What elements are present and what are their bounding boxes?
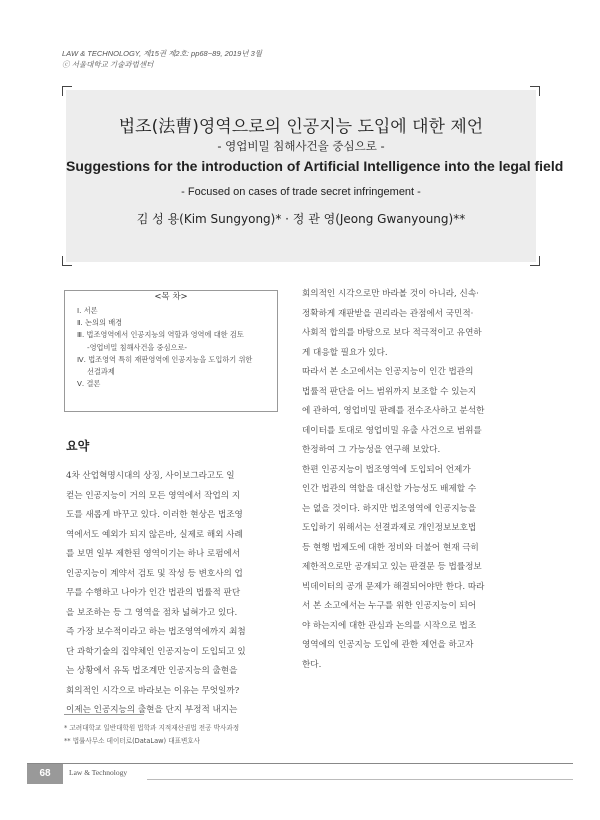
abstract-line: 한다. bbox=[302, 659, 322, 670]
abstract-line: 는 상황에서 유독 법조계만 인공지능의 출현을 bbox=[66, 666, 238, 676]
abstract-line: 에 관하여, 영업비밀 판례를 전수조사하고 분석한 bbox=[302, 406, 485, 416]
korean-subtitle: - 영업비밀 침해사건을 중심으로 - bbox=[217, 139, 385, 153]
toc-list bbox=[77, 305, 252, 390]
abstract-line: 빅데이터의 공개 문제가 해결되어야만 한다. 따라 bbox=[302, 581, 485, 592]
authors: 김 성 용(Kim Sungyong)* · 정 관 영(Jeong Gwanyoung)** bbox=[136, 212, 466, 226]
corner-mark bbox=[62, 86, 72, 96]
abstract-line: 이제는 인공지능의 출현을 단지 부정적 내지는 bbox=[66, 705, 238, 715]
abstract-line: 무를 수행하고 나아가 인간 법관의 법률적 판단 bbox=[66, 588, 241, 598]
corner-mark bbox=[530, 86, 540, 96]
toc-item: -영업비밀 침해사건을 중심으로- bbox=[87, 342, 188, 352]
toc-item: 선결과제 bbox=[87, 367, 115, 377]
toc-item: Ⅰ. 서론 bbox=[77, 306, 98, 315]
abstract-line: 는 없을 것이다. 하지만 법조영역에 인공지능을 bbox=[302, 503, 477, 514]
journal-citation: LAW & TECHNOLOGY, 제15권 제2호: pp68~89, 2019년 3월 bbox=[62, 49, 263, 58]
footnote-1: * 고려대학교 일반대학원 법학과 지적재산권법 전공 박사과정 bbox=[64, 724, 240, 732]
abstract-line: 을 보조하는 등 그 영역을 점차 넓혀가고 있다. bbox=[66, 607, 238, 618]
corner-mark bbox=[530, 256, 540, 266]
abstract-line: 영역에의 인공지능 도입에 관한 제언을 하고자 bbox=[302, 640, 474, 650]
toc-item: Ⅴ. 결론 bbox=[77, 379, 101, 389]
abstract-line: 데이터를 토대로 영업비밀 유출 사건으로 범위를 bbox=[302, 425, 482, 436]
abstract-line: 단 과학기술의 집약체인 인공지능이 도입되고 있 bbox=[66, 646, 246, 657]
abstract-line: 한정하여 그 가능성을 연구해 보았다. bbox=[302, 445, 441, 455]
corner-mark bbox=[62, 256, 72, 266]
abstract-line: 등 현행 법제도에 대한 정비와 더불어 현재 극히 bbox=[302, 542, 479, 553]
abstract-line: 인간 법관의 역할을 대신할 가능성도 배제할 수 bbox=[302, 484, 477, 494]
abstract-line: 제한적으로만 공개되고 있는 판결문 등 법률정보 bbox=[302, 562, 482, 572]
abstract-line: 를 보면 일부 제한된 영역이기는 하나 로펌에서 bbox=[66, 549, 241, 559]
korean-title: 법조(法曹)영역으로의 인공지능 도입에 대한 제언 bbox=[118, 117, 484, 137]
abstract-line: 인공지능이 계약서 검토 및 작성 등 변호사의 업 bbox=[66, 568, 243, 579]
abstract-heading: 요약 bbox=[66, 439, 90, 453]
abstract-line: 서 본 소고에서는 누구를 위한 인공지능이 되어 bbox=[302, 601, 477, 611]
toc-item: Ⅱ. 논의의 배경 bbox=[77, 318, 123, 328]
footnote-rule bbox=[64, 714, 144, 715]
toc-title: <목 차> bbox=[148, 292, 193, 302]
footer-journal: Law & Technology bbox=[69, 768, 128, 777]
abstract-line: 역에서도 예외가 되지 않은바, 실제로 해외 사례 bbox=[66, 529, 243, 540]
page-number: 68 bbox=[27, 764, 63, 784]
table-of-contents bbox=[64, 290, 278, 412]
abstract-line: 도입하기 위해서는 선결과제로 개인정보보호법 bbox=[302, 523, 477, 533]
abstract-line: 법률적 판단을 어느 범위까지 보조할 수 있는지 bbox=[302, 386, 477, 397]
page-footer bbox=[27, 763, 573, 784]
abstract-line: 정확하게 재판받을 권리라는 관점에서 국민적· bbox=[302, 308, 474, 319]
abstract-line: 따라서 본 소고에서는 인공지능이 인간 법관의 bbox=[302, 367, 474, 377]
title-box bbox=[66, 90, 564, 262]
abstract-line: 게 대응할 필요가 있다. bbox=[302, 347, 388, 358]
footnote-2: ** 법률사무소 데이터로(DataLaw) 대표변호사 bbox=[64, 737, 201, 745]
abstract-line: 도를 새롭게 바꾸고 있다. 이러한 현상은 법조영 bbox=[66, 510, 243, 520]
abstract-line: 4차 산업혁명시대의 상징, 사이보그라고도 일 bbox=[66, 471, 235, 481]
english-subtitle: - Focused on cases of trade secret infringement - bbox=[181, 186, 421, 198]
abstract-line: 회의적인 시각으로 바라보는 이유는 무엇일까? bbox=[66, 685, 240, 696]
copyright-line: ⓒ 서울대학교 기술과법센터 bbox=[62, 60, 154, 69]
english-title: Suggestions for the introduction of Artificial Intelligence into the legal field bbox=[66, 158, 564, 174]
abstract-line: 컫는 인공지능이 거의 모든 영역에서 작업의 지 bbox=[66, 490, 241, 501]
abstract-left-column bbox=[66, 467, 276, 721]
abstract-right-column bbox=[302, 285, 532, 675]
journal-header bbox=[62, 48, 262, 70]
abstract-line: 한편 인공지능이 법조영역에 도입되어 언제가 bbox=[302, 464, 471, 475]
abstract-line: 회의적인 시각으로만 바라볼 것이 아니라, 신속· bbox=[302, 289, 479, 299]
abstract-line: 야 하는지에 대한 관심과 논의를 시작으로 법조 bbox=[302, 620, 477, 631]
abstract-line: 사회적 합의를 바탕으로 보다 적극적이고 유연하 bbox=[302, 328, 482, 338]
footer-rule bbox=[147, 779, 573, 780]
abstract-line: 즉 가장 보수적이라고 하는 법조영역에까지 최첨 bbox=[66, 627, 246, 637]
toc-item: Ⅲ. 법조영역에서 인공지능의 역할과 영역에 대한 검토 bbox=[77, 330, 244, 340]
toc-item: Ⅳ. 법조영역 특히 재판영역에 인공지능을 도입하기 위한 bbox=[77, 354, 253, 364]
